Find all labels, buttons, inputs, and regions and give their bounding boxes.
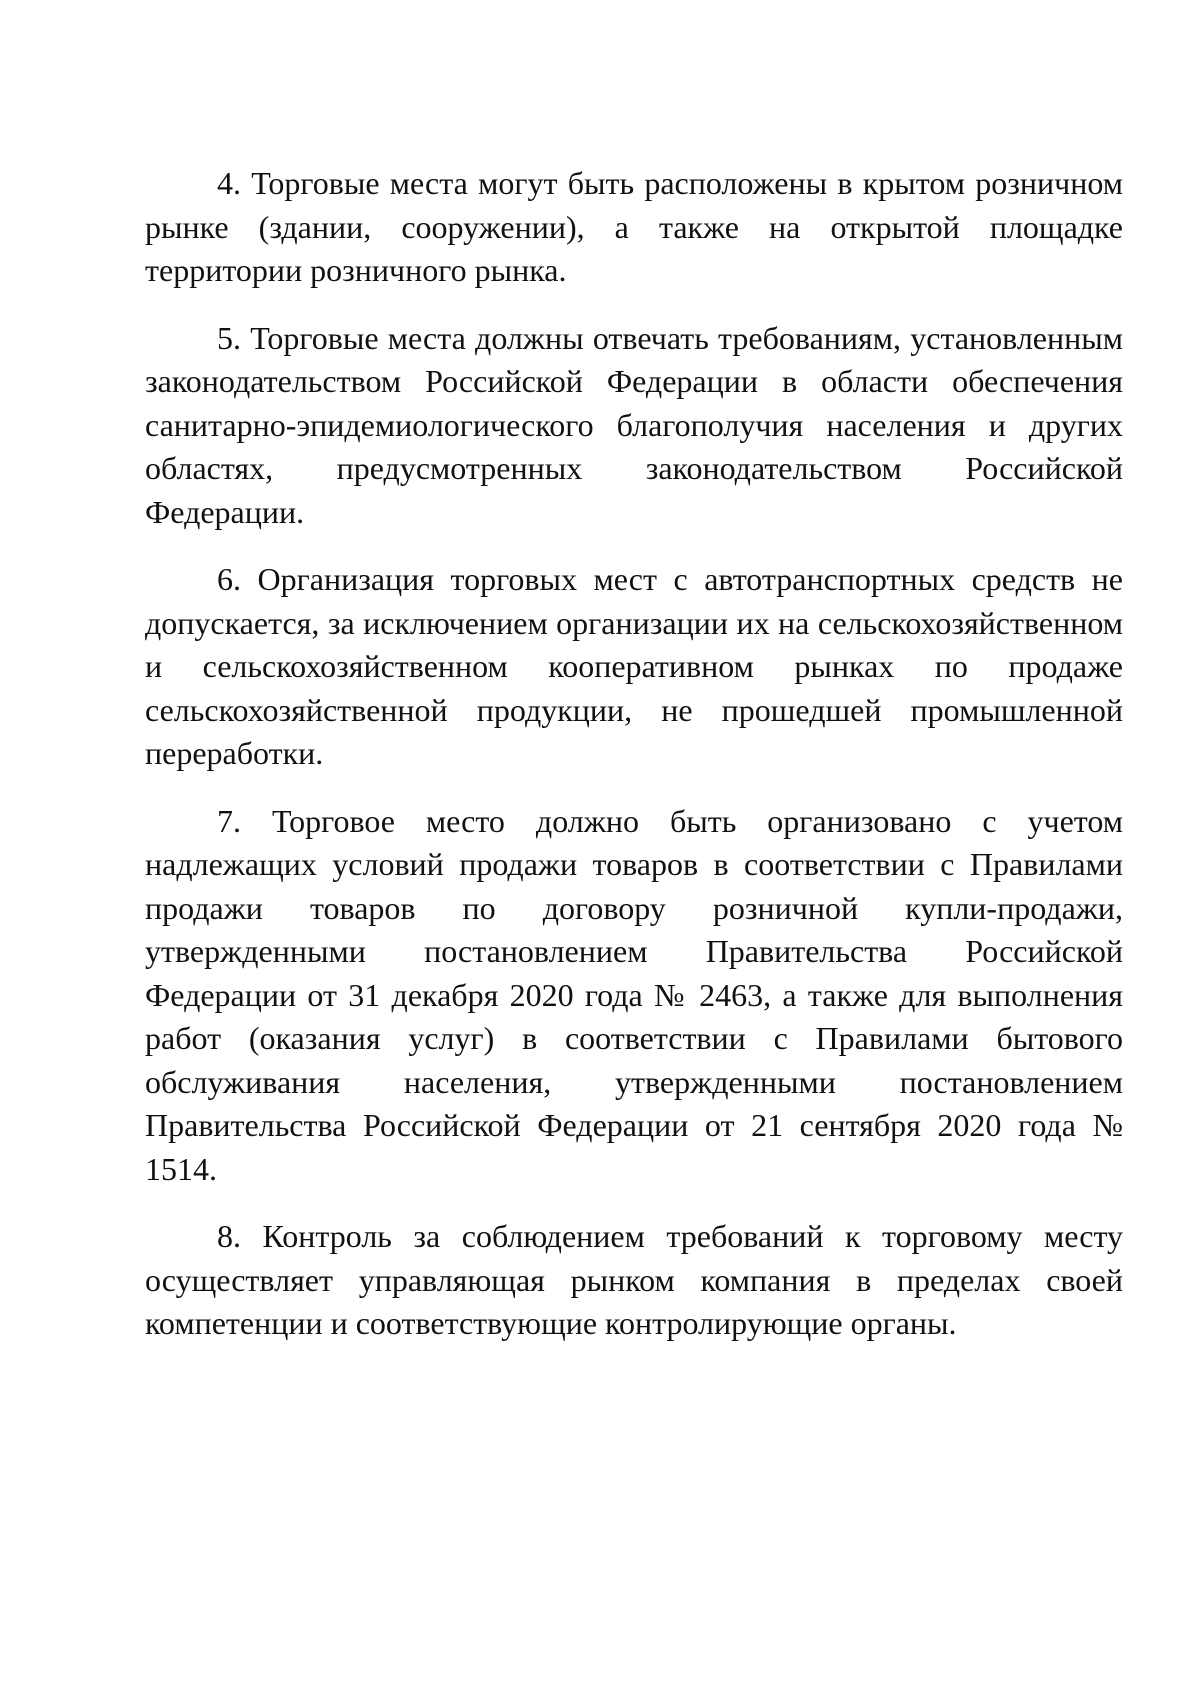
paragraph-7: 7. Торговое место должно быть организовано с учетом надлежащих условий продажи товаров в соответствии с Правилами продажи товаров по договору розничной купли-продажи, утвержденными постановлением Правительства Российской Федерации от 31 декабря 2020 года № 2463, а также для выполнения работ (оказания услуг) в соответствии с Правилами бытового обслуживания населения, утвержденными постановлением Правительства Российской Федерации от 21 сентября 2020 года № 1514. (145, 802, 1123, 1187)
document-page (145, 162, 1123, 1346)
paragraph-6: 6. Организация торговых мест с автотранспортных средств не допускается, за исключением организации их на сельскохозяйственном и сельскохозяйственном кооперативном рынках по продаже сельскохозяйственной продукции, не прошедшей промышленной переработки. (145, 561, 1123, 771)
paragraph-8: 8. Контроль за соблюдением требований к торговому месту осуществляет управляющая рынком компания в пределах своей компетенции и соответствующие контролирующие органы. (145, 1218, 1123, 1341)
paragraph-4: 4. Торговые места могут быть расположены в крытом розничном рынке (здании, сооружении), а также на открытой площадке территории розничного рынка. (145, 165, 1123, 288)
paragraph-5: 5. Торговые места должны отвечать требованиям, установленным законодательством Российской Федерации в области обеспечения санитарно-эпидемиологического благополучия населения и других областях, предусмотренных законодательством Российской Федерации. (145, 319, 1123, 530)
